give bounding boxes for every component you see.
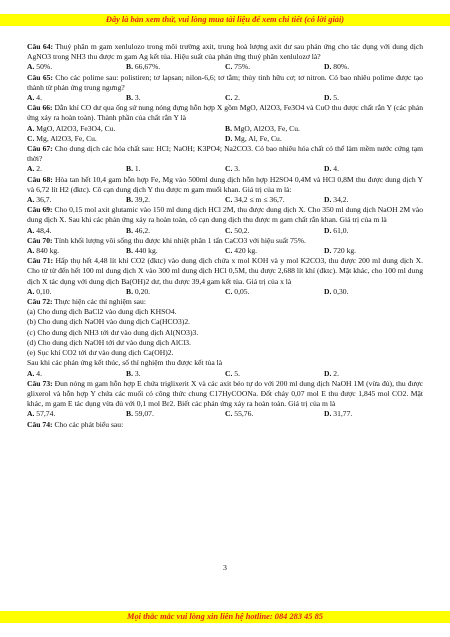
answer-options <box>27 124 423 134</box>
question-number: Câu 69: <box>27 205 53 215</box>
option-c: C. 55,76. <box>225 409 254 419</box>
option-d: D. 34,2. <box>324 195 349 205</box>
option-c: C. 0,05. <box>225 286 250 296</box>
question-number: Câu 68: <box>27 174 53 184</box>
experiment-e: (e) Sục khí CO2 tới dư vào dung dịch Ca(OH)2. <box>27 348 174 358</box>
option-d: D. 720 kg. <box>324 246 357 256</box>
answer-options <box>27 62 423 72</box>
answer-options <box>27 164 423 174</box>
option-b: B. 66,67%. <box>126 62 161 72</box>
answer-options <box>27 134 423 144</box>
answer-options <box>27 409 423 419</box>
question-number: Câu 73: <box>27 378 53 388</box>
question-number: Câu 66: <box>27 103 53 113</box>
option-b: B. 3. <box>126 368 141 378</box>
option-d: D. 61,0. <box>324 225 349 235</box>
question-73 <box>27 379 423 420</box>
question-text: Cho các polime sau: polistiren; tơ lapsan; nilon-6,6; tơ tằm; thủy tinh hữu cơ; tơ nitron. Có bao nhiêu polime được tạo thành từ phản ứng trung ngưng? <box>27 72 423 92</box>
question-64 <box>27 42 423 73</box>
page-number: 3 <box>223 563 227 572</box>
experiment-d: (d) Cho dung dịch NaOH tới dư vào dung dịch AlCl3. <box>27 337 191 347</box>
experiment-c: (c) Cho dung dịch NH3 tới dư vào dung dịch Al(NO3)3. <box>27 327 199 337</box>
option-d: D. 0,30. <box>324 286 349 296</box>
document-body <box>27 42 423 430</box>
question-65 <box>27 73 423 104</box>
option-d: D. Mg, Al, Fe, Cu. <box>225 133 282 143</box>
question-text: Cho 0,15 mol axit glutamic vào 150 ml dung dịch HCl 2M, thu được dung dịch X. Cho 350 ml dung dịch NaOH 2M vào dung dịch X. Sau khi các phản ứng xảy ra hoàn toàn, cô cạn dung dịch thu được m gam chất rắn khan. Giá trị của m là <box>27 205 423 225</box>
option-c: C. 3. <box>225 164 240 174</box>
option-a: A. MgO, Al2O3, Fe3O4, Cu. <box>27 123 116 133</box>
question-number: Câu 67: <box>27 144 53 154</box>
question-text: Dẫn khí CO dư qua ống sứ nung nóng đựng hỗn hợp X gồm MgO, Al2O3, Fe3O4 và CuO thu được chất rắn Y (các phản ứng xảy ra hoàn toàn). Thành phần của chất rắn Y là <box>27 103 423 123</box>
option-c: C. 75%. <box>225 62 251 72</box>
option-b: B. 59,07. <box>126 409 154 419</box>
option-d: D. 5. <box>324 93 339 103</box>
answer-options <box>27 287 423 297</box>
option-d: D. 31,77. <box>324 409 353 419</box>
question-number: Câu 70: <box>27 235 53 245</box>
option-d: D. 80%. <box>324 62 350 72</box>
answer-options <box>27 246 423 256</box>
question-67 <box>27 144 423 175</box>
experiment-a: (a) Cho dung dịch BaCl2 vào dung dịch KHSO4. <box>27 307 177 317</box>
option-a: A. 36,7. <box>27 195 52 205</box>
footer-banner: Mọi thắc mắc vui lòng xin liên hệ hotline: 084 283 45 85 <box>0 611 450 623</box>
question-69 <box>27 205 423 236</box>
question-74 <box>27 420 423 430</box>
question-text: Cho các phát biểu sau: <box>54 419 124 429</box>
option-b: B. 39,2. <box>126 195 151 205</box>
question-number: Câu 64: <box>27 42 54 51</box>
question-text: Hòa tan hết 10,4 gam hỗn hợp Fe, Mg vào 500ml dung dịch hỗn hợp H2SO4 0,4M và HCl 0,8M thu được dung dịch Y và 6,72 lít H2 (đktc). Cô cạn dung dịch Y thu được m gam muối khan. Giá trị của m là: <box>27 174 424 194</box>
option-a: A. 50%. <box>27 62 53 72</box>
question-70 <box>27 236 423 256</box>
option-c: C. 2. <box>225 93 240 103</box>
option-a: A. 4. <box>27 93 42 103</box>
question-number: Câu 71: <box>27 256 54 266</box>
question-72 <box>27 297 423 379</box>
option-b: B. 440 kg. <box>126 246 158 256</box>
question-text: Thực hiện các thí nghiệm sau: <box>54 297 146 307</box>
option-b: B. 1. <box>126 164 141 174</box>
option-a: A. 48,4. <box>27 225 52 235</box>
option-a: A. 57,74. <box>27 409 56 419</box>
question-prompt: Sau khi các phản ứng kết thúc, số thí nghiệm thu được kết tủa là <box>27 358 223 368</box>
answer-options <box>27 93 423 103</box>
option-c: C. 34,2 ≤ m ≤ 36,7. <box>225 195 285 205</box>
question-68 <box>27 175 423 206</box>
question-66 <box>27 103 423 144</box>
question-number: Câu 74: <box>27 419 53 429</box>
option-c: C. 50,2. <box>225 225 250 235</box>
header-banner: Đây là bản xem thử, vui lòng mua tài liệu để xem chi tiết (có lời giải) <box>0 14 450 26</box>
option-c: C. Mg, Al2O3, Fe, Cu. <box>27 133 97 143</box>
option-a: A. 4. <box>27 368 42 378</box>
experiment-b: (b) Cho dung dịch NaOH vào dung dịch Ca(HCO3)2. <box>27 317 191 327</box>
answer-options <box>27 226 423 236</box>
option-a: A. 0,10. <box>27 286 52 296</box>
question-text: Tính khối lượng vôi sống thu được khi nhiệt phân 1 tấn CaCO3 với hiệu suất 75%. <box>54 235 306 245</box>
option-b: B. MgO, Al2O3, Fe, Cu. <box>225 123 300 133</box>
option-b: B. 3. <box>126 93 141 103</box>
option-a: A. 2. <box>27 164 42 174</box>
answer-options <box>27 195 423 205</box>
answer-options <box>27 369 423 379</box>
option-a: A. 840 kg. <box>27 246 60 256</box>
option-b: B. 0,20. <box>126 286 151 296</box>
option-c: C. 5. <box>225 368 240 378</box>
option-d: D. 4. <box>324 164 339 174</box>
question-text: Cho dung dịch các hóa chất sau: HCl; NaOH; K3PO4; Na2CO3. Có bao nhiêu hóa chất có thể làm mềm nước cứng tạm thời? <box>27 144 424 164</box>
option-b: B. 46,2. <box>126 225 151 235</box>
question-text: Thuỷ phân m gam xenlulozo trong môi trường axit, trung hoà lượng axit dư sau phản ứng cho tác dụng với dung dịch AgNO3 trong NH3 thu được m gam Ag kết tủa. Hiệu suất của phản ứng thuỷ phân xenlulozơ là? <box>27 42 424 62</box>
question-71 <box>27 256 423 297</box>
question-number: Câu 72: <box>27 297 53 307</box>
question-number: Câu 65: <box>27 72 53 82</box>
question-text: Hấp thụ hết 4,48 lít khí CO2 (đktc) vào dung dịch chứa x mol KOH và y mol K2CO3, thu được 200 ml dung dịch X. Cho từ từ đến hết 100 ml dung dịch X vào 300 ml dung dịch HCl 0,5M, thu được 2,688 lít khí (đktc). Mặt khác, cho 100 ml dung dịch X tác dụng với dung dịch Ba(OH)2 dư, thu được 39,4 gam kết tủa. Giá trị của x là <box>27 256 423 286</box>
option-c: C. 420 kg. <box>225 246 258 256</box>
question-text: Đun nóng m gam hỗn hợp E chứa triglixerit X và các axit béo tự do với 200 ml dung dịch NaOH 1M (vừa đủ), thu được glixerol và hỗn hợp Y chứa các muối có công thức chung C17HyCOONa. Đốt cháy 0,07 mol E thu được 1,845 mol CO2. Mặt khác, m gam E tác dụng vừa đủ với 0,1 mol Br2. Biết các phản ứng xảy ra hoàn toàn. Giá trị của m là <box>27 378 423 409</box>
option-d: D. 2. <box>324 368 339 378</box>
